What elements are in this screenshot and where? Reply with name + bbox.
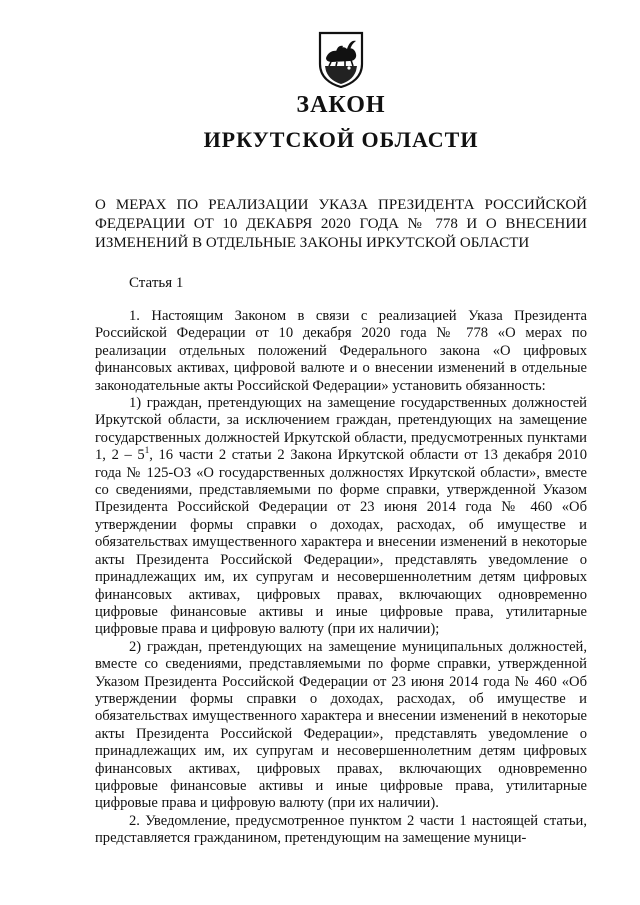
law-subject: О МЕРАХ ПО РЕАЛИЗАЦИИ УКАЗА ПРЕЗИДЕНТА РОССИЙСКОЙ ФЕДЕРАЦИИ ОТ 10 ДЕКАБРЯ 2020 ГОДА № 778 И О ВНЕСЕНИИ ИЗМЕНЕНИЙ В ОТДЕЛЬНЫЕ ЗАКОНЫ ИРКУТСКОЙ ОБЛАСТИ: [95, 197, 587, 251]
article-heading: Статья 1: [129, 275, 184, 291]
paragraph-1: 1. Настоящим Законом в связи с реализацией Указа Президента Российской Федерации от 10 декабря 2020 года № 778 «О мерах по реализации отдельных положений Федерального закона «О цифровых финансовых активах, цифровой валюте и о внесении изменений в отдельные законодательные акты Российской Федерации» установить обязанность:: [95, 308, 587, 394]
coat-of-arms-icon: [316, 30, 366, 88]
paragraph-1-item-2: 2) граждан, претендующих на замещение муниципальных должностей, вместе со сведениями, представляемыми по форме справки, утвержденной Указом Президента Российской Федерации от 23 июня 2014 года № 460 «Об утверждении формы справки о доходах, расходах, об имуществе и обязательствах имущественного характера и внесении изменений в некоторые акты Президента Российской Федерации», представлять уведомление о принадлежащих им, их супругам и несовершеннолетним детям цифровых финансовых активах, цифровых правах, включающих одновременно цифровые финансовые активы и иные цифровые права, утилитарные цифровые права и цифровую валюту (при их наличии).: [95, 638, 587, 812]
superscript: 1: [144, 445, 150, 456]
paragraph-2: 2. Уведомление, предусмотренное пунктом 2 части 1 настоящей статьи, представляется гражданином, претендующим на замещение муници-: [95, 812, 587, 847]
item-1-text-start: 1) граждан, претендующих на замещение государственных должностей Иркутской области, за исключением граждан, претендующих на замещение государственных должностей Иркутской области, предусмотренных пунктами 1, 2 – 5: [95, 395, 587, 464]
region-title: ИРКУТСКОЙ ОБЛАСТИ: [203, 127, 479, 152]
law-title: ЗАКОН: [296, 92, 386, 118]
item-1-text-end: , 16 части 2 статьи 2 Закона Иркутской области от 13 декабря 2010 года № 125-ОЗ «О государственных должностях Иркутской области», вместе со сведениями, представляемыми по форме справки, утвержденной Указом Президента Российской Федерации от 23 июня 2014 года № 460 «Об утверждении формы справки о доходах, расходах, об имуществе и обязательствах имущественного характера и внесении изменений в некоторые акты Президента Российской Федерации», представлять уведомление о принадлежащих им, их супругам и несовершеннолетним детям цифровых финансовых активах, цифровых правах, включающих одновременно цифровые финансовые активы и иные цифровые права, утилитарные цифровые права и цифровую валюту (при их наличии);: [95, 447, 587, 638]
paragraph-1-item-1: [95, 395, 587, 639]
article-body: [95, 308, 587, 848]
